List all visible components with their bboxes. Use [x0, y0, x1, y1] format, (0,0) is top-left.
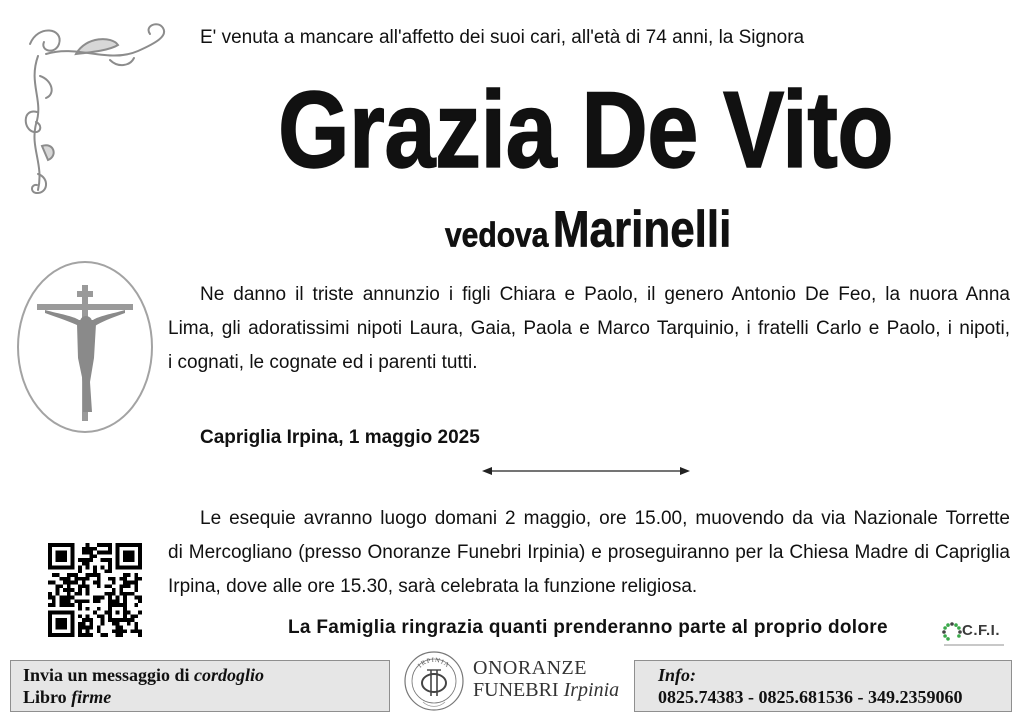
- announcement-line: i cognati, le cognate ed i parenti tutti.: [168, 352, 478, 373]
- qr-code: [48, 543, 142, 637]
- brand-line-1: ONORANZE: [473, 657, 587, 679]
- announcement-line: Ne danno il triste annunzio i figli Chiara e Paolo, il genero Antonio De Feo, la nuora Anna: [200, 284, 1010, 305]
- funeral-line: di Mercogliano (presso Onoranze Funebri Irpinia) e proseguiranno per la Chiesa Madre di Capriglia: [168, 542, 1010, 563]
- cfi-logo: [940, 616, 1008, 650]
- info-label-row: [658, 664, 1011, 686]
- brand-line-2: [473, 678, 619, 702]
- brand-line-2-emphasis: Irpinia: [563, 679, 620, 701]
- cfi-subtitle-rule: [944, 644, 1004, 646]
- condolence-text: Invia un messaggio di: [23, 665, 190, 685]
- condolence-link[interactable]: [23, 664, 389, 686]
- funeral-paragraph: [168, 502, 1010, 604]
- deceased-name: Grazia De Vito: [278, 70, 894, 191]
- widow-prefix: vedova: [445, 216, 549, 255]
- condolence-emphasis: cordoglio: [194, 665, 265, 685]
- announcement-line: Lima, gli adoratissimi nipoti Laura, Gaia, Paola e Marco Tarquinio, i fratelli Carlo e Paolo, i nipoti,: [168, 318, 1010, 339]
- crucifix-icon: [15, 260, 155, 435]
- ornament-corner-icon: [18, 14, 178, 204]
- funeral-home-emblem: [403, 650, 465, 712]
- brand-line-2-text: FUNEBRI: [473, 679, 559, 701]
- footer-links-box: [10, 660, 390, 712]
- intro-text: E' venuta a mancare all'affetto dei suoi cari, all'età di 74 anni, la Signora: [200, 27, 805, 48]
- funeral-line: Irpina, dove alle ore 15.30, sarà celebrata la funzione religiosa.: [168, 576, 698, 597]
- place-date: Capriglia Irpina, 1 maggio 2025: [200, 427, 480, 448]
- cfi-label: C.F.I.: [962, 622, 1001, 639]
- guestbook-text: Libro: [23, 687, 67, 707]
- footer-info-box: [634, 660, 1012, 712]
- info-phones: 0825.74383 - 0825.681536 - 349.2359060: [658, 687, 963, 707]
- info-label: Info:: [658, 665, 697, 685]
- double-arrow-icon: [480, 464, 692, 478]
- funeral-line: Le esequie avranno luogo domani 2 maggio, ore 15.00, muovendo da via Nazionale Torrette: [200, 508, 1010, 529]
- guestbook-link[interactable]: [23, 686, 389, 708]
- married-name: Marinelli: [552, 201, 732, 258]
- family-thanks: La Famiglia ringrazia quanti prenderanno parte al proprio dolore: [288, 617, 888, 638]
- widow-line: [445, 201, 732, 267]
- announcement-paragraph: [168, 278, 1010, 380]
- guestbook-emphasis: firme: [71, 687, 112, 707]
- emblem-text: IRPINIA: [416, 656, 452, 670]
